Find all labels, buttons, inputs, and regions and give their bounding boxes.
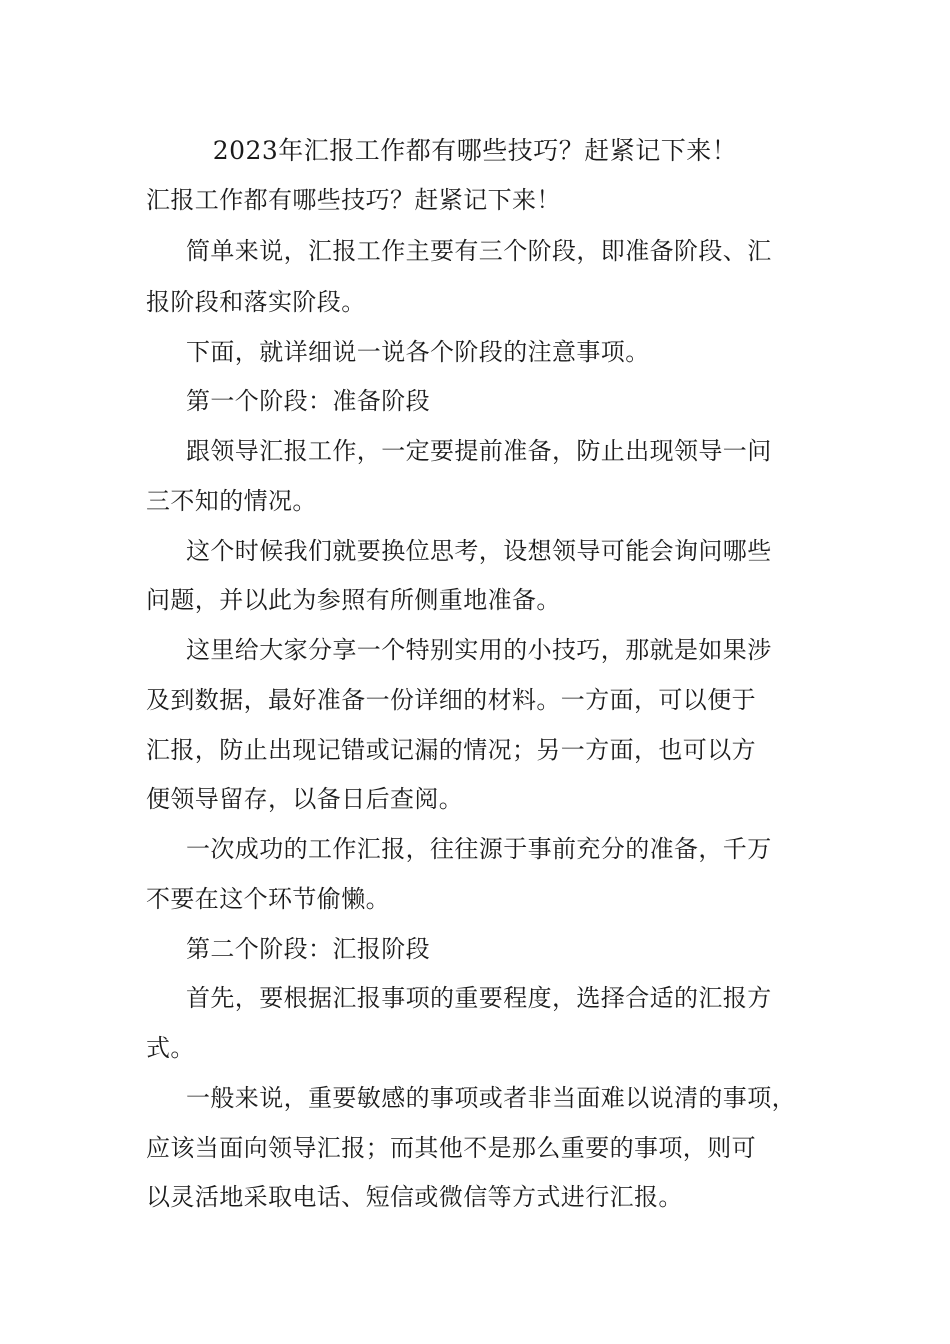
paragraph-line: 这个时候我们就要换位思考，设想领导可能会询问哪些 bbox=[186, 537, 772, 565]
section-heading: 第一个阶段：准备阶段 bbox=[186, 387, 430, 415]
paragraph-line: 简单来说，汇报工作主要有三个阶段，即准备阶段、汇 bbox=[186, 237, 772, 265]
paragraph-line: 便领导留存，以备日后查阅。 bbox=[146, 785, 464, 813]
paragraph-line: 及到数据，最好准备一份详细的材料。一方面，可以便于 bbox=[146, 686, 756, 714]
section-heading: 第二个阶段：汇报阶段 bbox=[186, 935, 430, 963]
paragraph-line: 以灵活地采取电话、短信或微信等方式进行汇报。 bbox=[146, 1183, 683, 1211]
document-title: 2023年汇报工作都有哪些技巧？赶紧记下来！ bbox=[212, 136, 738, 165]
paragraph-line: 应该当面向领导汇报；而其他不是那么重要的事项，则可 bbox=[146, 1134, 756, 1162]
paragraph-line: 一般来说，重要敏感的事项或者非当面难以说清的事项， bbox=[186, 1084, 796, 1112]
paragraph-line: 一次成功的工作汇报，往往源于事前充分的准备，千万 bbox=[186, 835, 772, 863]
paragraph-line: 不要在这个环节偷懒。 bbox=[146, 885, 390, 913]
paragraph-line: 汇报，防止出现记错或记漏的情况；另一方面，也可以方 bbox=[146, 736, 756, 764]
subtitle-line: 汇报工作都有哪些技巧？赶紧记下来！ bbox=[146, 186, 561, 214]
paragraph-line: 三不知的情况。 bbox=[146, 487, 317, 515]
paragraph-line: 首先，要根据汇报事项的重要程度，选择合适的汇报方 bbox=[186, 984, 772, 1012]
paragraph-line: 报阶段和落实阶段。 bbox=[146, 288, 366, 316]
paragraph-line: 跟领导汇报工作，一定要提前准备，防止出现领导一问 bbox=[186, 437, 772, 465]
paragraph-line: 式。 bbox=[146, 1034, 195, 1062]
paragraph-line: 问题，并以此为参照有所侧重地准备。 bbox=[146, 586, 561, 614]
paragraph-line: 这里给大家分享一个特别实用的小技巧，那就是如果涉 bbox=[186, 636, 772, 664]
paragraph-line: 下面，就详细说一说各个阶段的注意事项。 bbox=[186, 338, 650, 366]
